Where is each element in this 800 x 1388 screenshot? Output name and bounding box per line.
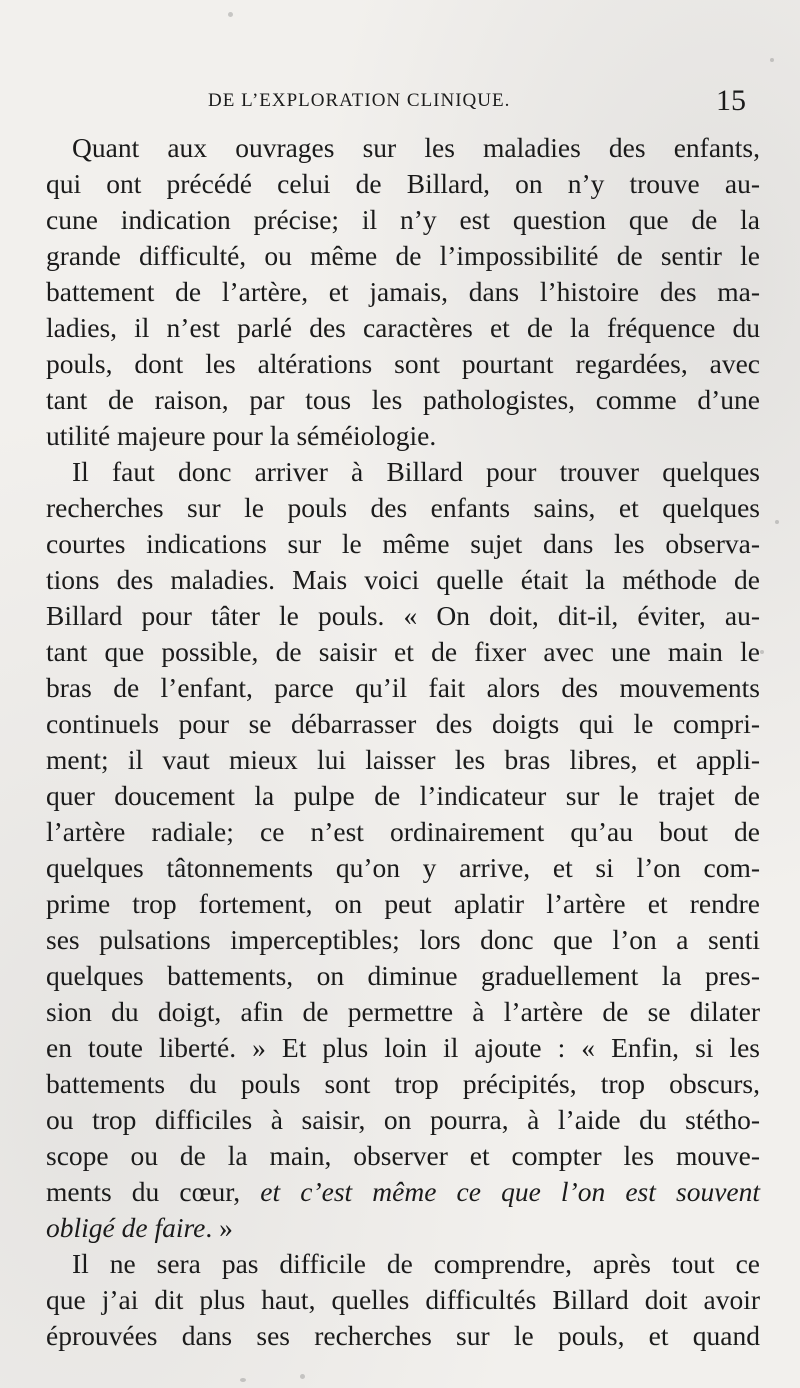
paragraph (46, 1246, 760, 1354)
text-line: sion du doigt, afin de permettre à l’artère de se dilater (46, 996, 760, 1027)
text-line: tant de raison, par tous les pathologistes, comme d’une (46, 384, 760, 415)
text-line: qui ont précédé celui de Billard, on n’y trouve au- (46, 168, 760, 199)
text-line: battements du pouls sont trop précipités, trop obscurs, (46, 1068, 760, 1099)
text-line: ses pulsations imperceptibles; lors donc que l’on a senti (46, 924, 760, 955)
text-line: scope ou de la main, observer et compter les mouve- (46, 1140, 760, 1171)
text-line: bras de l’enfant, parce qu’il fait alors des mouvements (46, 672, 760, 703)
body-text (46, 130, 760, 1354)
scan-speck (770, 58, 774, 62)
paragraph (46, 454, 760, 1246)
text-line: Il ne sera pas difficile de comprendre, après tout ce (72, 1248, 760, 1279)
text-line-mixed (46, 1174, 760, 1210)
text-line: éprouvées dans ses recherches sur le pouls, et quand (46, 1320, 760, 1351)
text-line: quer doucement la pulpe de l’indicateur sur le trajet de (46, 780, 760, 811)
running-title: DE L’EXPLORATION CLINIQUE. (208, 90, 511, 111)
text-line: grande difficulté, ou même de l’impossibilité de sentir le (46, 240, 760, 271)
text-line: battement de l’artère, et jamais, dans l’histoire des ma- (46, 276, 760, 307)
text-line: l’artère radiale; ce n’est ordinairement qu’au bout de (46, 816, 760, 847)
text-line: utilité majeure pour la séméiologie. (46, 420, 437, 451)
text-line: tions des maladies. Mais voici quelle était la méthode de (46, 564, 760, 595)
scan-speck (760, 650, 764, 654)
text-roman: . » (205, 1212, 233, 1243)
text-line: tant que possible, de saisir et de fixer avec une main le (46, 636, 760, 667)
text-line: en toute liberté. » Et plus loin il ajoute : « Enfin, si les (46, 1032, 760, 1063)
running-head (0, 84, 800, 120)
text-line: Quant aux ouvrages sur les maladies des enfants, (72, 132, 760, 163)
text-line: cune indication précise; il n’y est question que de la (46, 204, 760, 235)
text-line: que j’ai dit plus haut, quelles difficultés Billard doit avoir (46, 1284, 760, 1315)
text-line: quelques battements, on diminue graduellement la pres- (46, 960, 760, 991)
text-line: courtes indications sur le même sujet dans les observa- (46, 528, 760, 559)
text-line-mixed (46, 1210, 760, 1246)
text-line: quelques tâtonnements qu’on y arrive, et si l’on com- (46, 852, 760, 883)
text-line: Il faut donc arriver à Billard pour trouver quelques (72, 456, 760, 487)
scan-speck (228, 12, 233, 17)
text-italic: et c’est même ce que l’on est souvent (260, 1176, 760, 1207)
text-line: Billard pour tâter le pouls. « On doit, dit-il, éviter, au- (46, 600, 760, 631)
text-roman: ments du cœur, (46, 1176, 261, 1207)
paragraph (46, 130, 760, 454)
text-italic: obligé de faire (46, 1212, 206, 1243)
text-line: ment; il vaut mieux lui laisser les bras libres, et appli- (46, 744, 760, 775)
text-line: continuels pour se débarrasser des doigts qui le compri- (46, 708, 760, 739)
text-line: pouls, dont les altérations sont pourtant regardées, avec (46, 348, 760, 379)
scan-speck (300, 1374, 305, 1379)
text-line: ladies, il n’est parlé des caractères et de la fréquence du (46, 312, 760, 343)
scan-speck (240, 1378, 246, 1382)
text-line: recherches sur le pouls des enfants sains, et quelques (46, 492, 760, 523)
page-number: 15 (716, 84, 746, 117)
text-line: ou trop difficiles à saisir, on pourra, à l’aide du stétho- (46, 1104, 760, 1135)
scan-speck (775, 520, 779, 524)
text-line: prime trop fortement, on peut aplatir l’artère et rendre (46, 888, 760, 919)
